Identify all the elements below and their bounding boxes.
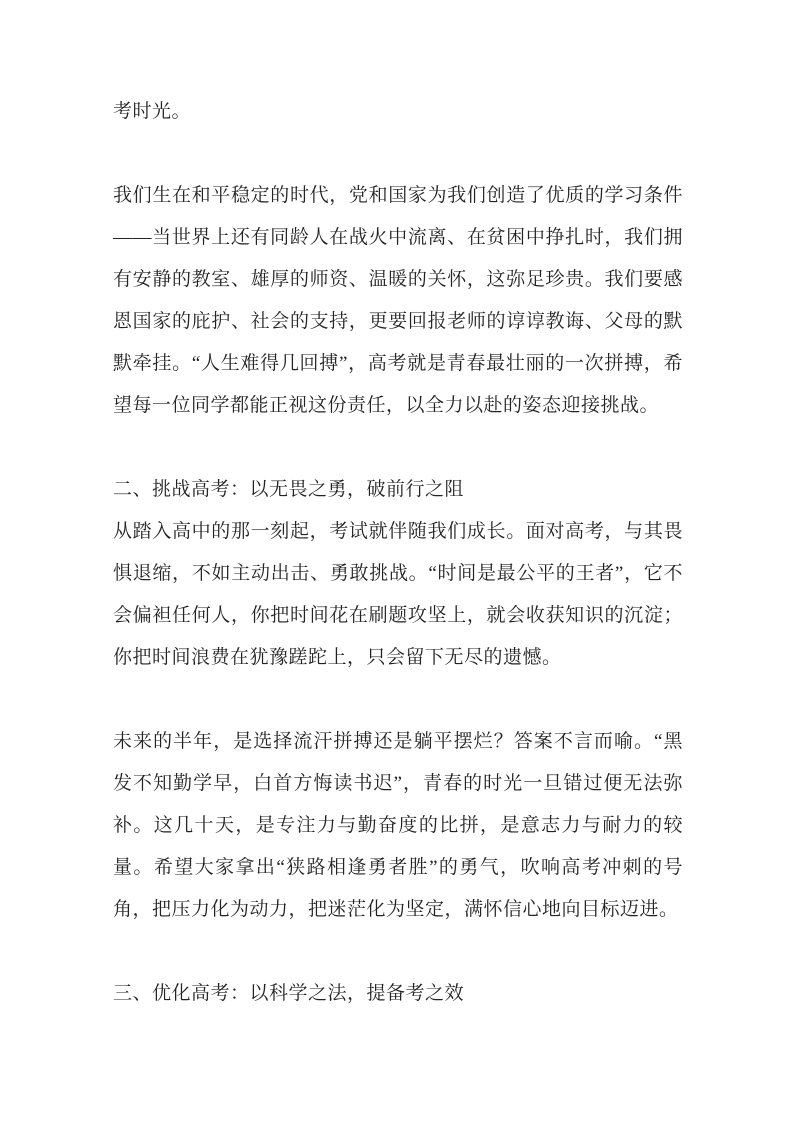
paragraph-continuation: 考时光。 bbox=[113, 101, 192, 122]
paragraph-half-year: 未来的半年，是选择流汗拼搏还是躺平摆烂？答案不言而喻。“黑发不知勤学早，白首方悔读书迟”，青春的时光一旦错过便无法弥补。这几十天，是专注力与勤奋度的比拼，是意志力与耐力的较量。希望大家拿出“狭路相逢勇者胜”的勇气，吹响高考冲刺的号角，把压力化为动力，把迷茫化为坚定，满怀信心地向目标迈进。 bbox=[113, 731, 683, 920]
paragraph-gratitude: 我们生在和平稳定的时代，党和国家为我们创造了优质的学习条件——当世界上还有同龄人在战火中流离、在贫困中挣扎时，我们拥有安静的教室、雄厚的师资、温暖的关怀，这弥足珍贵。我们要感恩国家的庇护、社会的支持，更要回报老师的谆谆教诲、父母的默默牵挂。“人生难得几回搏”，高考就是青春最壮丽的一次拼搏，希望每一位同学都能正视这份责任，以全力以赴的姿态迎接挑战。 bbox=[113, 185, 683, 416]
paragraph-challenge: 从踏入高中的那一刻起，考试就伴随我们成长。面对高考，与其畏惧退缩，不如主动出击、勇敢挑战。“时间是最公平的王者”，它不会偏袒任何人，你把时间花在刷题攻坚上，就会收获知识的沉淀；你把时间浪费在犹豫蹉跎上，只会留下无尽的遗憾。 bbox=[113, 521, 683, 668]
section-heading-2: 二、挑战高考：以无畏之勇，破前行之阻 bbox=[113, 479, 465, 500]
section-heading-3: 三、优化高考：以科学之法，提备考之效 bbox=[113, 983, 465, 1004]
